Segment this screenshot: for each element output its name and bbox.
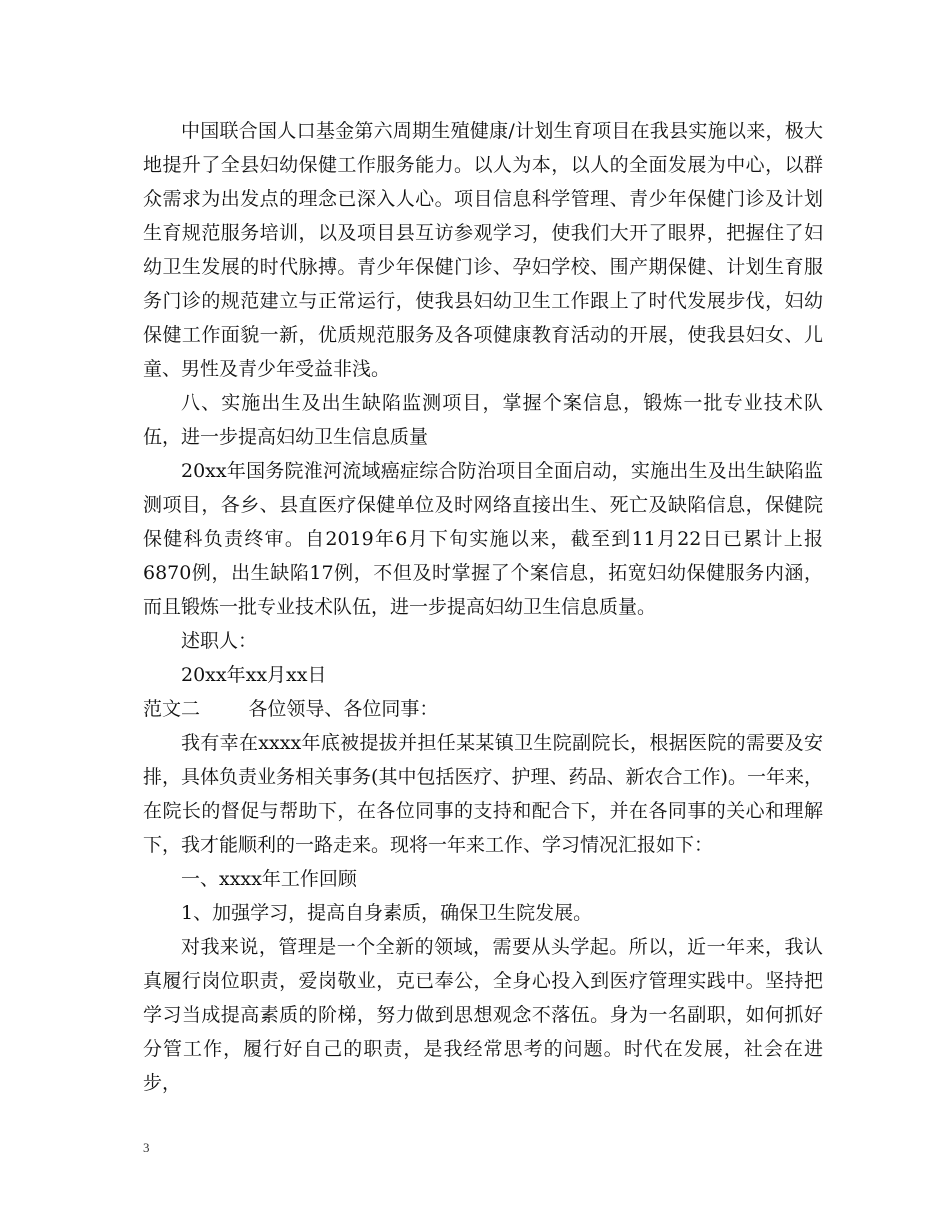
signature-label: 述职人： (181, 630, 258, 652)
signature-date: 20xx年xx月xx日 (181, 664, 327, 686)
section-heading-eight: 八、实施出生及出生缺陷监测项目，掌握个案信息，锻炼一批专业技术队伍，进一步提高妇幼卫生信息质量 (143, 392, 823, 448)
page-number: 3 (143, 1140, 150, 1155)
paragraph-introduction: 我有幸在xxxx年底被提拔并担任某某镇卫生院副院长，根据医院的需要及安排，具体负责业务相关事务(其中包括医疗、护理、药品、新农合工作)。一年来，在院长的督促与帮助下，在各位同事的支持和配合下，并在各同事的关心和理解下，我才能顺利的一路走来。现将一年来工作、学习情况汇报如下： (143, 732, 823, 856)
paragraph-birth-defect-monitoring: 20xx年国务院淮河流域癌症综合防治项目全面启动，实施出生及出生缺陷监测项目，各乡、县直医疗保健单位及时网络直接出生、死亡及缺陷信息，保健院保健科负责终审。自2019年6月下旬实施以来，截至到11月22日已累计上报6870例，出生缺陷17例，不但及时掌握了个案信息，拓宽妇幼保健服务内涵，而且锻炼一批专业技术队伍，进一步提高妇幼卫生信息质量。 (143, 460, 823, 618)
document-body (143, 114, 823, 1100)
paragraph-management-learning: 对我来说，管理是一个全新的领域，需要从头学起。所以，近一年来，我认真履行岗位职责，爱岗敬业，克已奉公，全身心投入到医疗管理实践中。坚持把学习当成提高素质的阶梯，努力做到思想观念不落伍。身为一名副职，如何抓好分管工作，履行好自己的职责，是我经常思考的问题。时代在发展，社会在进步， (143, 936, 823, 1094)
paragraph-project-achievements: 中国联合国人口基金第六周期生殖健康/计划生育项目在我县实施以来，极大地提升了全县妇幼保健工作服务能力。以人为本，以人的全面发展为中心，以群众需求为出发点的理念已深入人心。项目信息科学管理、青少年保健门诊及计划生育规范服务培训，以及项目县互访参观学习，使我们大开了眼界，把握住了妇幼卫生发展的时代脉搏。青少年保健门诊、孕妇学校、围产期保健、计划生育服务门诊的规范建立与正常运行，使我县妇幼卫生工作跟上了时代发展步伐，妇幼保健工作面貌一新，优质规范服务及各项健康教育活动的开展，使我县妇女、儿童、男性及青少年受益非浅。 (143, 120, 823, 380)
sample-two-salutation: 范文二 各位领导、各位同事： (143, 698, 439, 720)
section-heading-work-review: 一、xxxx年工作回顾 (181, 868, 357, 890)
subheading-strengthen-learning: 1、加强学习，提高自身素质，确保卫生院发展。 (181, 902, 593, 924)
